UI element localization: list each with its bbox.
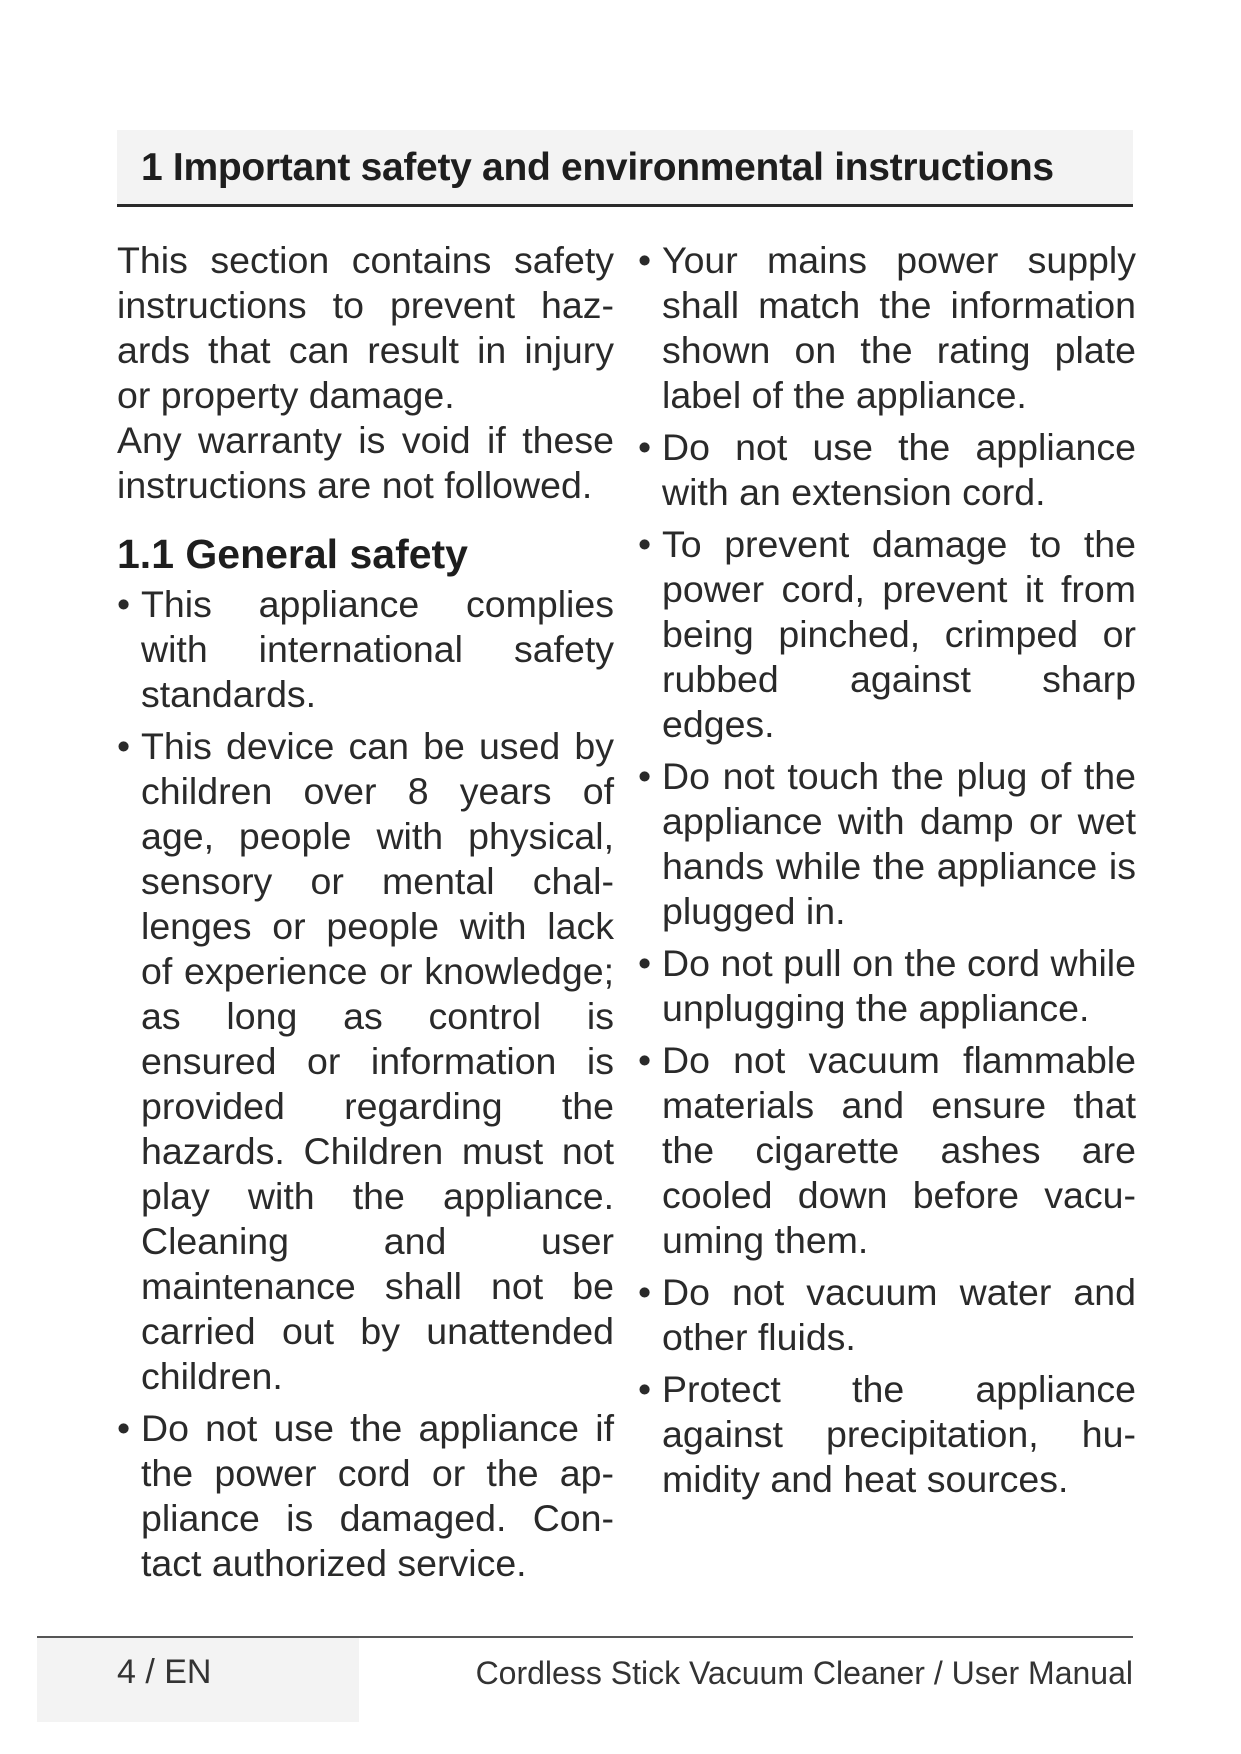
- list-item: • Your mains power supply shall match the information shown on the rating plate label of the appliance.: [638, 238, 1136, 418]
- list-item: • Do not vacuum flammable materials and ensure that the cigarette ashes are cooled down before vacuuming them.: [638, 1038, 1136, 1263]
- right-column: [638, 238, 1136, 1509]
- list-item: • This appliance complies with international safety standards.: [117, 582, 614, 717]
- section-heading-box: [117, 130, 1133, 207]
- left-column: [117, 238, 614, 1593]
- list-item: • This device can be used by children over 8 years of age, people with physical, sensory or mental challenges or people with lack of experience or knowledge; as long as control is ensured or information is provided regarding the hazards. Children must not play with the appliance. Cleaning and user maintenance shall not be carried out by unattended children.: [117, 724, 614, 1399]
- list-item: • To prevent damage to the power cord, prevent it from being pinched, crimped or rubbed against sharp edges.: [638, 522, 1136, 747]
- warranty-paragraph: Any warranty is void if these instructions are not followed.: [117, 419, 614, 506]
- general-safety-heading: 1.1 General safety: [117, 531, 468, 577]
- list-item: • Do not use the appliance if the power cord or the appliance is damaged. Contact authorized service.: [117, 1406, 614, 1586]
- list-item: • Do not use the appliance with an extension cord.: [638, 425, 1136, 515]
- list-item: • Do not pull on the cord while unplugging the appliance.: [638, 941, 1136, 1031]
- right-bullet-list: [638, 238, 1136, 1502]
- list-item: • Do not vacuum water and other fluids.: [638, 1270, 1136, 1360]
- section-heading: 1 Important safety and environmental instructions: [141, 146, 1054, 189]
- list-item: • Do not touch the plug of the appliance with damp or wet hands while the appliance is plugged in.: [638, 754, 1136, 934]
- intro-paragraph: This section contains safety instructions to prevent hazards that can result in injury or property damage.: [117, 239, 614, 416]
- page-number: 4 / EN: [117, 1653, 212, 1691]
- left-bullet-list: [117, 582, 614, 1586]
- manual-title: Cordless Stick Vacuum Cleaner / User Manual: [475, 1655, 1133, 1691]
- list-item: • Protect the appliance against precipitation, humidity and heat sources.: [638, 1367, 1136, 1502]
